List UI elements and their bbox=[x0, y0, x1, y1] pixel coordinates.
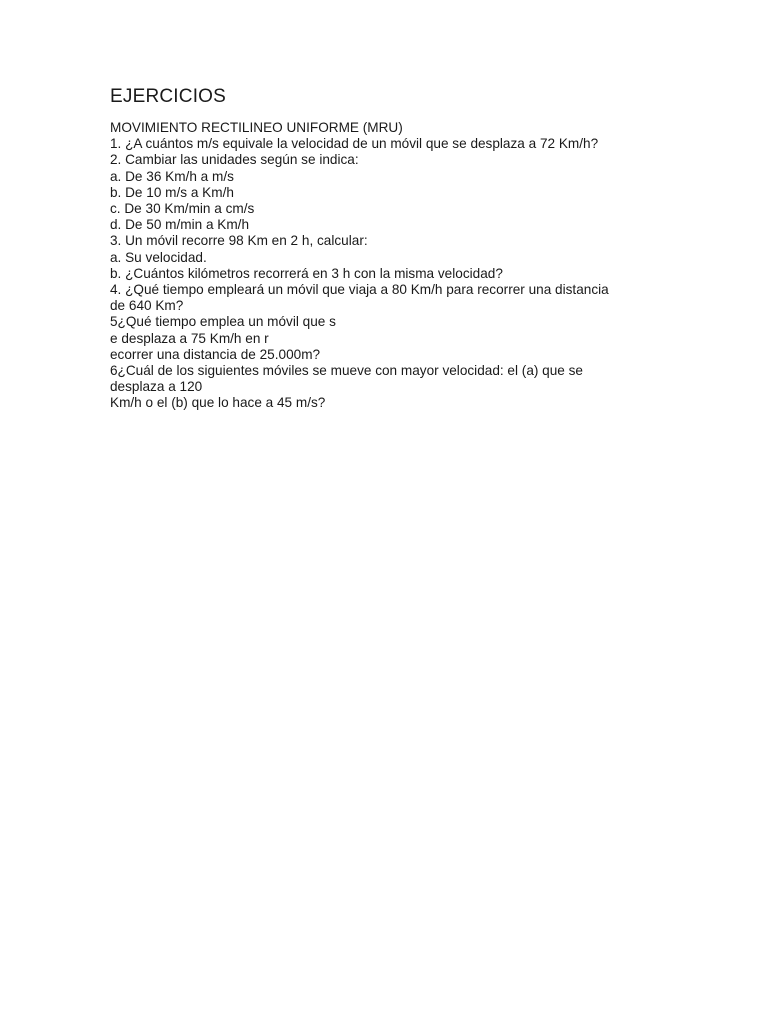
text-line: d. De 50 m/min a Km/h bbox=[110, 217, 250, 233]
text-line: 5¿Qué tiempo emplea un móvil que s bbox=[110, 314, 336, 330]
text-line: 2. Cambiar las unidades según se indica: bbox=[110, 152, 359, 168]
text-line: c. De 30 Km/min a cm/s bbox=[110, 201, 255, 217]
text-line: 1. ¿A cuántos m/s equivale la velocidad de un móvil que se desplaza a 72 Km/h? bbox=[110, 136, 599, 152]
text-line: a. De 36 Km/h a m/s bbox=[110, 168, 234, 184]
text-line: desplaza a 120 bbox=[110, 379, 203, 395]
text-line: e desplaza a 75 Km/h en r bbox=[110, 330, 269, 346]
text-line: ecorrer una distancia de 25.000m? bbox=[110, 346, 321, 362]
document-content bbox=[110, 86, 670, 412]
text-line: a. Su velocidad. bbox=[110, 249, 207, 265]
text-line: 3. Un móvil recorre 98 Km en 2 h, calcular: bbox=[110, 233, 368, 249]
section-heading: MOVIMIENTO RECTILINEO UNIFORME (MRU) bbox=[110, 120, 403, 135]
exercise-lines bbox=[110, 120, 670, 412]
page-title: EJERCICIOS bbox=[110, 86, 227, 107]
text-line: de 640 Km? bbox=[110, 298, 184, 314]
text-line: b. De 10 m/s a Km/h bbox=[110, 184, 234, 200]
text-line: 6¿Cuál de los siguientes móviles se mueve con mayor velocidad: el (a) que se bbox=[110, 363, 583, 379]
text-line: 4. ¿Qué tiempo empleará un móvil que viaja a 80 Km/h para recorrer una distancia bbox=[110, 282, 609, 298]
text-line: Km/h o el (b) que lo hace a 45 m/s? bbox=[110, 395, 326, 411]
text-line: b. ¿Cuántos kilómetros recorrerá en 3 h con la misma velocidad? bbox=[110, 265, 503, 281]
